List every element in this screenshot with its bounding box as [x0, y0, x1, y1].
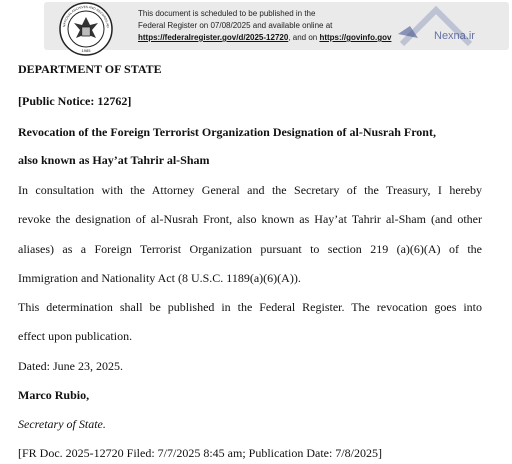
seal-year: 1985: [81, 48, 91, 53]
notice-line-2: Federal Register on 07/08/2025 and available online at: [138, 21, 333, 30]
signer-name: Marco Rubio,: [18, 388, 90, 402]
notice-and-on: , and on: [288, 33, 320, 42]
dated-line: Dated: June 23, 2025.: [18, 359, 123, 373]
notice-line-1: This document is scheduled to be published in the: [138, 9, 316, 18]
paragraph-1-line-1: In consultation with the Attorney General and the Secretary of the Treasury, I hereby: [18, 183, 482, 197]
govinfo-link[interactable]: https://govinfo.gov: [319, 33, 392, 42]
notice-line-3: [138, 32, 438, 44]
watermark-text: Nexna.ir: [434, 30, 475, 42]
signer-title: Secretary of State.: [18, 417, 106, 431]
paragraph-1-line-4: Immigration and Nationality Act (8 U.S.C. 1189(a)(6)(A)).: [18, 271, 301, 285]
national-archives-seal-icon: [58, 1, 114, 57]
paragraph-2-line-1: This determination shall be published in the Federal Register. The revocation goes into: [18, 300, 482, 314]
paragraph-1-line-2: revoke the designation of al-Nusrah Front, also known as Hay’at Tahrir al-Sham (and other: [18, 212, 482, 226]
public-notice-number: [Public Notice: 12762]: [18, 94, 132, 108]
department-heading: DEPARTMENT OF STATE: [18, 62, 162, 76]
fr-doc-footer: [FR Doc. 2025-12720 Filed: 7/7/2025 8:45 am; Publication Date: 7/8/2025]: [18, 446, 382, 460]
document-title-line-2: also known as Hay’at Tahrir al-Sham: [18, 153, 210, 167]
paragraph-2-line-2: effect upon publication.: [18, 329, 133, 343]
seal-label: NATIONAL ARCHIVES AND RECORDS AD: [62, 4, 110, 28]
nexna-watermark-icon: [396, 4, 478, 50]
publication-notice: [138, 8, 438, 44]
document-title-line-1: Revocation of the Foreign Terrorist Organization Designation of al-Nusrah Front,: [18, 125, 436, 139]
federal-register-link[interactable]: https://federalregister.gov/d/2025-12720: [138, 33, 289, 42]
paragraph-1-line-3: aliases) as a Foreign Terrorist Organization pursuant to section 219 (a)(6)(A) of the: [18, 242, 482, 256]
